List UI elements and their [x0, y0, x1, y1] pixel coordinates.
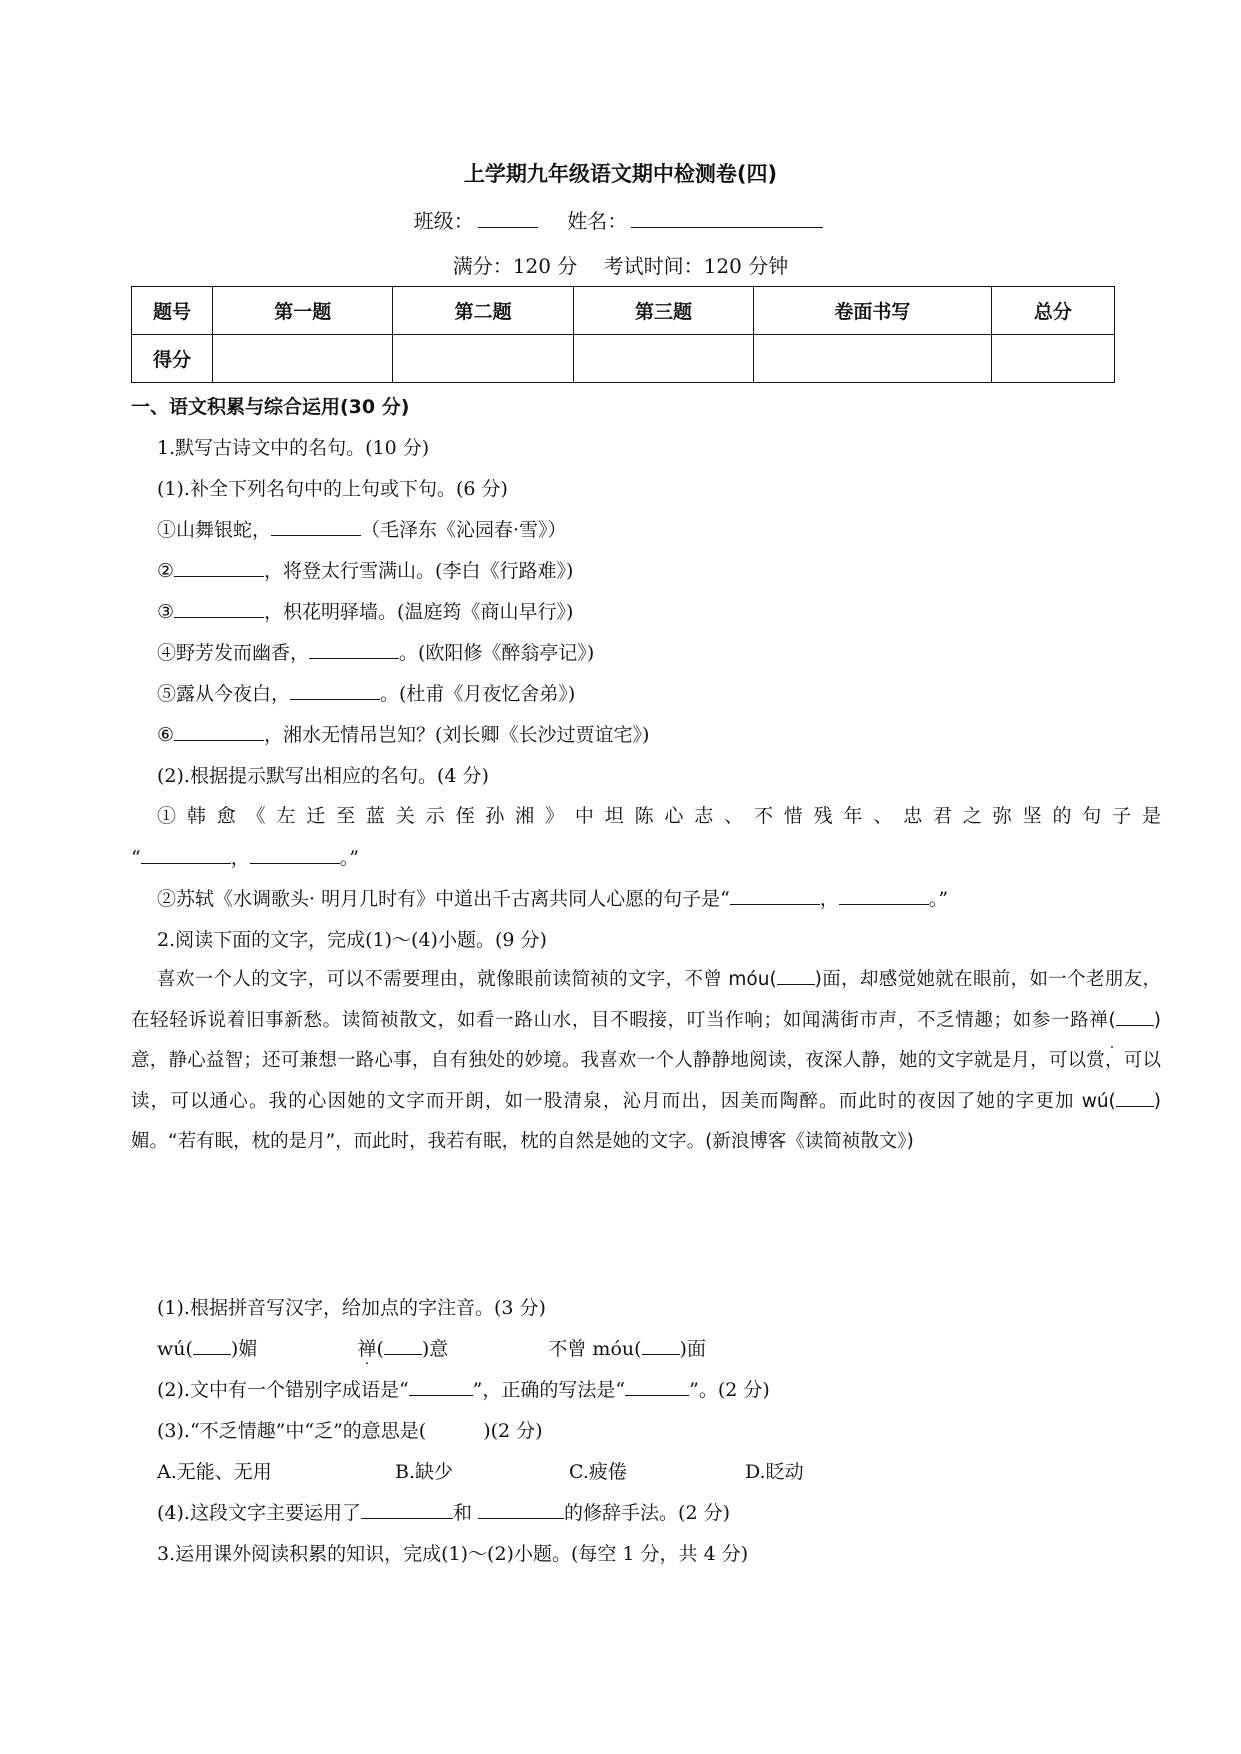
- dotted-character: 禅: [1089, 1009, 1109, 1031]
- item-text: ，将登太行雪满山。(李白《行路难》): [264, 560, 574, 582]
- item-text: ，湘水无情吊岂知？(刘长卿《长沙过贾谊宅》): [264, 724, 650, 746]
- answer-blank[interactable]: [642, 1336, 680, 1355]
- name-field[interactable]: [631, 207, 823, 228]
- score-input-cell[interactable]: [991, 335, 1114, 383]
- passage-text: )媚。“若有眠，枕的是月”，而此时，我若有眠，枕的自然是她的文字。(新浪博客《读简祯散文》): [131, 1090, 1161, 1152]
- answer-blank[interactable]: [839, 886, 929, 905]
- question-1: 1.默写古诗文中的名句。(10 分): [157, 437, 430, 459]
- answer-blank[interactable]: [250, 845, 340, 864]
- pinyin-row: [157, 1334, 706, 1361]
- question-2-1: (1).根据拼音写汉字，给加点的字注音。(3 分): [157, 1297, 546, 1319]
- score-info: 满分：120 分 考试时间：120 分钟: [452, 254, 789, 278]
- table-cell: 卷面书写: [754, 287, 992, 335]
- question-1-2-a-answer: [131, 843, 359, 870]
- item-text: ，枳花明驿墙。(温庭筠《商山早行》): [264, 601, 574, 623]
- answer-blank[interactable]: [174, 599, 264, 618]
- item-text: )意: [421, 1338, 449, 1360]
- answer-blank[interactable]: [625, 1377, 689, 1396]
- option-c[interactable]: C.疲倦: [569, 1461, 627, 1483]
- item-text: ②苏轼《水调歌头· 明月几时有》中道出千古离共同人心愿的句子是“: [157, 888, 730, 910]
- answer-blank[interactable]: [141, 845, 231, 864]
- item-text: 和: [452, 1502, 472, 1524]
- score-input-cell[interactable]: [573, 335, 753, 383]
- item-text: 的修辞手法。(2 分): [564, 1502, 730, 1524]
- reading-passage: [131, 960, 1161, 1163]
- question-2: 2.阅读下面的文字，完成(1)～(4)小题。(9 分): [157, 929, 547, 951]
- item-text: )媚: [230, 1338, 258, 1360]
- fill-item: [157, 679, 575, 706]
- answer-blank[interactable]: [193, 1336, 231, 1355]
- options-row: [157, 1457, 804, 1484]
- fill-item: [157, 597, 573, 624]
- answer-blank[interactable]: [174, 722, 264, 741]
- exam-title: 上学期九年级语文期中检测卷(四): [463, 162, 778, 186]
- comma: ，: [819, 888, 839, 910]
- student-info-line: [0, 205, 1241, 234]
- score-input-cell[interactable]: [754, 335, 992, 383]
- answer-blank[interactable]: [309, 640, 399, 659]
- option-a[interactable]: A.无能、无用: [157, 1461, 272, 1483]
- class-field[interactable]: [478, 207, 538, 228]
- question-2-2: [157, 1375, 770, 1402]
- quote-mark: 。”: [339, 847, 359, 869]
- answer-blank[interactable]: [730, 886, 820, 905]
- passage-text: 喜欢一个人的文字，可以不需要理由，就像眼前读简祯的文字，不曾 móu(: [157, 969, 777, 990]
- item-text: (2).文中有一个错别字成语是“: [157, 1379, 409, 1401]
- score-table-header-row: [132, 287, 1115, 335]
- item-text: 不曾 móu(: [548, 1338, 642, 1360]
- class-label: 班级：: [413, 209, 474, 233]
- dotted-character: 禅: [357, 1338, 377, 1360]
- item-text: 。(杜甫《月夜忆舍弟》): [380, 683, 576, 705]
- item-text: ②: [157, 560, 175, 582]
- answer-blank[interactable]: [384, 1336, 422, 1355]
- answer-blank[interactable]: [1116, 1007, 1154, 1026]
- answer-blank[interactable]: [777, 966, 815, 985]
- table-cell: 第一题: [213, 287, 393, 335]
- section-heading: 一、语文积累与综合运用(30 分): [131, 396, 410, 418]
- score-table-score-row: [132, 335, 1115, 383]
- fill-item: [157, 638, 594, 665]
- quote-mark: “: [131, 847, 141, 869]
- answer-blank[interactable]: [290, 681, 380, 700]
- fill-item: [157, 515, 567, 542]
- table-cell: 第三题: [573, 287, 753, 335]
- item-text: （毛泽东《沁园春·雪》）: [361, 519, 567, 541]
- answer-blank[interactable]: [1116, 1088, 1154, 1107]
- item-text: ”。(2 分): [689, 1379, 770, 1401]
- answer-blank[interactable]: [174, 558, 264, 577]
- question-1-2-a-text: ①韩愈《左迁至蓝关示侄孙湘》中坦陈心志、不惜残年、忠君之弥坚的句子是: [157, 805, 1161, 827]
- item-text: ”，正确的写法是“: [472, 1379, 626, 1401]
- question-3: 3.运用课外阅读积累的知识，完成(1)～(2)小题。(每空 1 分，共 4 分): [157, 1543, 749, 1565]
- question-2-3: (3).“不乏情趣”中“乏”的意思是( )(2 分): [157, 1420, 543, 1442]
- item-text: wú(: [157, 1338, 193, 1360]
- table-cell: 第二题: [393, 287, 573, 335]
- name-label: 姓名：: [567, 209, 628, 233]
- item-text: ③: [157, 601, 175, 623]
- item-text: )面: [679, 1338, 706, 1360]
- passage-text: (: [1108, 1009, 1116, 1031]
- item-text: ④野芳发而幽香，: [157, 642, 310, 664]
- answer-blank[interactable]: [271, 517, 361, 536]
- option-d[interactable]: D.眨动: [745, 1461, 804, 1483]
- table-cell: 得分: [132, 335, 213, 383]
- answer-blank[interactable]: [361, 1500, 453, 1519]
- question-1-2-b: [157, 884, 948, 911]
- fill-item: [157, 720, 649, 747]
- table-cell: 总分: [991, 287, 1114, 335]
- answer-blank[interactable]: [409, 1377, 473, 1396]
- option-b[interactable]: B.缺少: [395, 1461, 454, 1483]
- item-text: 。(欧阳修《醉翁亭记》): [399, 642, 595, 664]
- comma: ，: [230, 847, 250, 869]
- question-1-1: (1).补全下列名句中的上句或下句。(6 分): [157, 478, 508, 500]
- passage-text: )意，静心益智；还可兼想一路心事，自有独处的妙境。我喜欢一个人静静地阅读，夜深人静，她的文字就是月，可以赏，可以读，可以通心。我的心因她的文字而开朗，如一股清泉，沁月而出，因美而陶醉。而此时的夜因了她的字更加 wú(: [131, 1009, 1161, 1112]
- item-text: ⑤露从今夜白，: [157, 683, 291, 705]
- quote-mark: 。”: [928, 888, 949, 910]
- question-2-4: [157, 1498, 730, 1525]
- item-text: ⑥: [157, 724, 175, 746]
- passage-text: )面，却感觉她就在眼前，如一个老朋友，在轻轻诉说着旧事新愁。读简祯散文，如看一路山水，目不暇接，叮当作响；如闻满街市声，不乏情趣；如参一路: [131, 969, 1161, 1031]
- question-1-2: (2).根据提示默写出相应的名句。(4 分): [157, 765, 489, 787]
- score-input-cell[interactable]: [393, 335, 573, 383]
- table-cell: 题号: [132, 287, 213, 335]
- score-input-cell[interactable]: [213, 335, 393, 383]
- item-text: ①山舞银蛇，: [157, 519, 272, 541]
- fill-item: [157, 556, 573, 583]
- answer-blank[interactable]: [478, 1500, 564, 1519]
- item-text: (: [376, 1338, 384, 1360]
- score-table: [131, 286, 1115, 383]
- item-text: (4).这段文字主要运用了: [157, 1502, 361, 1524]
